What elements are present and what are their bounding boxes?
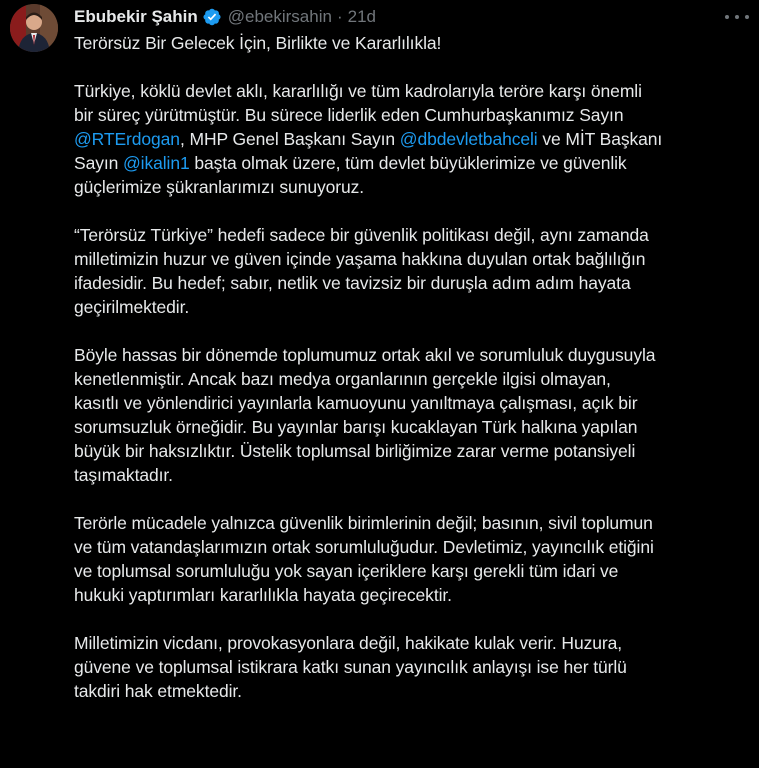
tweet-text	[74, 31, 754, 727]
tweet-line: bir süreç yürütmüştür. Bu sürece liderlik eden Cumhurbaşkanımız Sayın	[74, 105, 624, 125]
tweet-paragraph	[74, 79, 754, 199]
tweet-line: “Terörsüz Türkiye” hedefi sadece bir güvenlik politikası değil, aynı zamanda	[74, 225, 649, 245]
tweet-paragraph	[74, 223, 754, 319]
tweet-line: büyük bir haksızlıktır. Üstelik toplumsal birliğimize zarar verme potansiyeli	[74, 441, 636, 461]
mention-ikalin1[interactable]: @ikalin1	[123, 153, 190, 173]
tweet-paragraph	[74, 343, 754, 487]
tweet-header	[74, 6, 376, 28]
verified-badge-icon	[202, 7, 222, 27]
tweet-line: güçlerimize şükranlarımızı sunuyoruz.	[74, 177, 365, 197]
tweet-line: milletimizin huzur ve güven içinde yaşama hakkına duyulan ortak bağlılığın	[74, 249, 646, 269]
tweet-line	[74, 151, 754, 175]
tweet-paragraph	[74, 631, 754, 703]
tweet-line	[74, 127, 754, 151]
tweet-text-fragment: Sayın	[74, 153, 124, 173]
avatar-photo	[10, 4, 58, 52]
tweet-text-fragment: , MHP Genel Başkanı Sayın	[179, 129, 400, 149]
tweet-line: Terörsüz Bir Gelecek İçin, Birlikte ve Kararlılıkla!	[74, 33, 442, 53]
mention-rterdogan[interactable]: @RTErdogan	[74, 129, 180, 149]
tweet-paragraph	[74, 31, 754, 55]
author-handle[interactable]: @ebekirsahin	[227, 7, 332, 26]
tweet-line: kasıtlı ve yönlendirici yayınlarla kamuoyunu yanıltmaya çalışması, açık bir	[74, 393, 638, 413]
tweet-timestamp[interactable]: 21d	[347, 7, 376, 26]
more-options-icon[interactable]	[725, 8, 749, 26]
avatar[interactable]	[10, 4, 58, 52]
tweet-line: ve tüm vatandaşlarımızın ortak sorumluluğudur. Devletimiz, yayıncılık etiğini	[74, 537, 654, 557]
tweet-line: ve toplumsal sorumluluğu yok sayan içeriklere karşı gerekli tüm idari ve	[74, 561, 619, 581]
tweet-text-fragment: ve MİT Başkanı	[537, 129, 663, 149]
tweet-line: Böyle hassas bir dönemde toplumumuz ortak akıl ve sorumluluk duygusuyla	[74, 345, 656, 365]
tweet-line: geçirilmektedir.	[74, 297, 190, 317]
tweet-line: taşımaktadır.	[74, 465, 173, 485]
tweet-line: Terörle mücadele yalnızca güvenlik birimlerinin değil; basının, sivil toplumun	[74, 513, 653, 533]
tweet-line: güvene ve toplumsal istikrara katkı sunan yayıncılık anlayışı ise her türlü	[74, 657, 627, 677]
tweet-line: sorumsuzluk örneğidir. Bu yayınlar barışı kucaklayan Türk halkına yapılan	[74, 417, 638, 437]
tweet-text-fragment: başta olmak üzere, tüm devlet büyüklerimize ve güvenlik	[189, 153, 627, 173]
tweet-line: Milletimizin vicdanı, provokasyonlara değil, hakikate kulak verir. Huzura,	[74, 633, 622, 653]
mention-dbdevletbahceli[interactable]: @dbdevletbahceli	[399, 129, 538, 149]
author-display-name[interactable]: Ebubekir Şahin	[74, 7, 198, 26]
header-separator: ·	[336, 7, 343, 26]
tweet-line: ifadesidir. Bu hedef; sabır, netlik ve tavizsiz bir duruşla adım adım hayata	[74, 273, 631, 293]
tweet-paragraph	[74, 511, 754, 607]
tweet-line: kenetlenmiştir. Ancak bazı medya organlarının gerçekle ilgisi olmayan,	[74, 369, 611, 389]
tweet-line: Türkiye, köklü devlet aklı, kararlılığı ve tüm kadrolarıyla teröre karşı önemli	[74, 81, 642, 101]
tweet-line: takdiri hak etmektedir.	[74, 681, 242, 701]
tweet-line: hukuki yaptırımları kararlılıkla hayata geçirecektir.	[74, 585, 452, 605]
